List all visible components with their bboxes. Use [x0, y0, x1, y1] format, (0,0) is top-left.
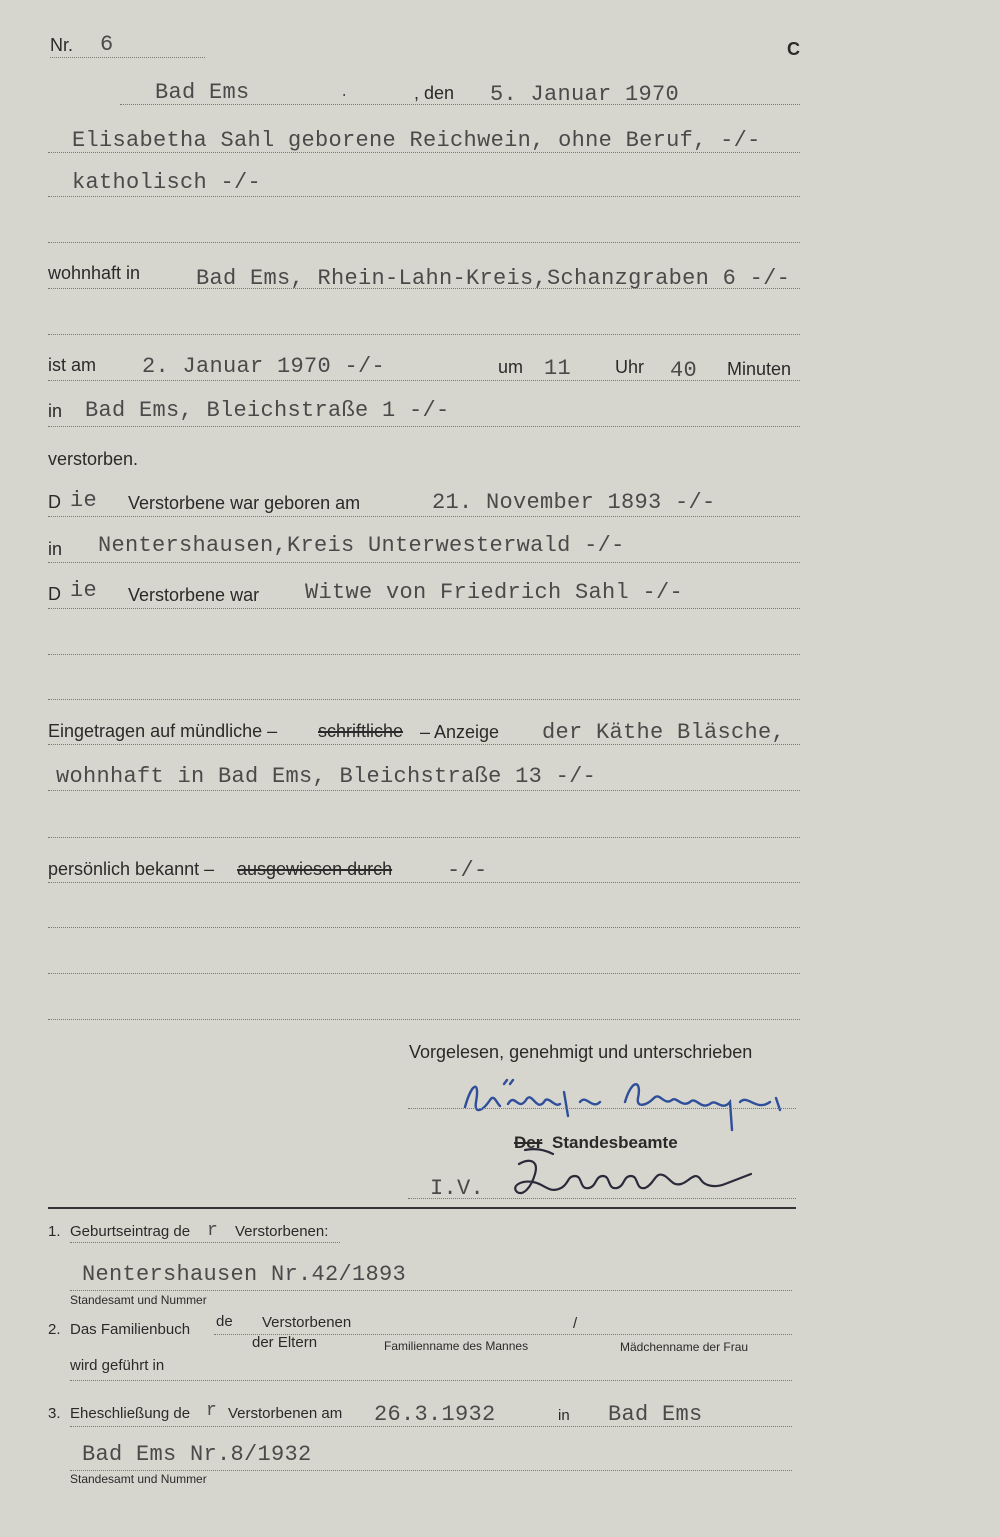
note3-r: r — [206, 1401, 218, 1421]
deceased-line-2-rule — [48, 196, 800, 197]
informant-address: wohnhaft in Bad Ems, Bleichstraße 13 -/- — [56, 764, 597, 789]
note1-label: Geburtseintrag de — [70, 1223, 191, 1240]
deceased-line-1-rule — [48, 152, 800, 153]
report-label-a: Eingetragen auf mündliche – — [48, 721, 278, 741]
note2-familienname: Familienname des Mannes — [384, 1339, 529, 1353]
note2-slash: / — [573, 1315, 578, 1332]
deceased-line-1: Elisabetha Sahl geborene Reichwein, ohne Beruf, -/- — [72, 128, 761, 153]
status-label: Verstorbene war — [128, 585, 260, 605]
empty-rule — [48, 1019, 800, 1020]
informant-signature-rule — [408, 1108, 796, 1109]
birth-place: Nentershausen,Kreis Unterwesterwald -/- — [98, 533, 625, 558]
note2-num: 2. — [48, 1321, 61, 1338]
status-die-ie: ie — [70, 578, 98, 603]
note2-de: de — [216, 1313, 233, 1330]
note3-in: in — [558, 1407, 570, 1424]
known-value: -/- — [447, 858, 488, 883]
residence-label: wohnhaft in — [48, 263, 141, 283]
informant-rule — [48, 744, 800, 745]
empty-rule — [48, 242, 800, 243]
report-label-b: – Anzeige — [420, 722, 500, 742]
read-approved-label: Vorgelesen, genehmigt und unterschrieben — [409, 1042, 753, 1062]
status-value: Witwe von Friedrich Sahl -/- — [305, 580, 684, 605]
known-rule — [48, 882, 800, 883]
note2-label: Das Familienbuch — [70, 1321, 191, 1338]
note3-rule — [70, 1426, 792, 1427]
note3-value-rule — [70, 1470, 792, 1471]
uhr-label: Uhr — [615, 357, 645, 377]
residence-value: Bad Ems, Rhein-Lahn-Kreis,Schanzgraben 6 -/- — [196, 266, 791, 291]
known-struck: ausgewiesen durch — [237, 859, 393, 879]
status-rule — [48, 608, 800, 609]
note2-verstorbenen: Verstorbenen — [262, 1314, 352, 1331]
death-date-rule — [48, 380, 800, 381]
verstorben-label: verstorben. — [48, 449, 139, 469]
empty-rule — [48, 973, 800, 974]
empty-rule — [48, 654, 800, 655]
minuten-label: Minuten — [727, 359, 792, 379]
den-label: , den — [414, 83, 455, 103]
birth-date-rule — [48, 516, 800, 517]
birth-place-label: in — [48, 539, 63, 559]
death-date-label: ist am — [48, 355, 97, 375]
note2-maedchenname: Mädchenname der Frau — [620, 1340, 749, 1354]
iv-label: I.V. — [430, 1176, 485, 1201]
note1-value: Nentershausen Nr.42/1893 — [82, 1262, 407, 1287]
registrar-signature-rule — [408, 1198, 796, 1199]
note2-rule — [214, 1334, 792, 1335]
nr-value: 6 — [100, 32, 114, 57]
empty-rule — [48, 334, 800, 335]
note3-label-a: Eheschließung de — [70, 1405, 191, 1422]
record-date: 5. Januar 1970 — [490, 82, 680, 107]
birth-date: 21. November 1893 -/- — [432, 490, 716, 515]
registrar-der: Der — [514, 1133, 543, 1152]
death-minutes: 40 — [670, 358, 698, 383]
note3-date: 26.3.1932 — [374, 1402, 496, 1427]
empty-rule — [48, 927, 800, 928]
note3-caption: Standesamt und Nummer — [70, 1472, 207, 1486]
section-divider — [48, 1207, 796, 1209]
note3-num: 3. — [48, 1405, 61, 1422]
place-dot: . — [340, 85, 349, 101]
note2-gefuehrt-rule — [70, 1380, 792, 1381]
known-label: persönlich bekannt – — [48, 859, 215, 879]
place-date-line — [120, 104, 800, 105]
registrar-signature — [505, 1140, 765, 1210]
birth-die-ie: ie — [70, 488, 98, 513]
note1-label-rule — [70, 1242, 340, 1243]
note1-r: r — [207, 1221, 219, 1241]
registrar-label: Standesbeamte — [552, 1133, 678, 1152]
note1-label-b: Verstorbenen: — [235, 1223, 329, 1240]
empty-rule — [48, 699, 800, 700]
note3-place: Bad Ems — [608, 1402, 703, 1427]
status-die-d: D — [48, 584, 61, 604]
informant-address-rule — [48, 790, 800, 791]
birth-die-d: D — [48, 492, 61, 512]
report-struck: schriftliche — [318, 721, 404, 741]
informant-signature — [460, 1072, 800, 1132]
death-place-rule — [48, 426, 800, 427]
residence-rule — [48, 288, 800, 289]
birth-place-rule — [48, 562, 800, 563]
note1-value-rule — [70, 1290, 792, 1291]
nr-label: Nr. — [50, 35, 74, 55]
note2-gefuehrt: wird geführt in — [70, 1357, 165, 1374]
note2-eltern: der Eltern — [252, 1334, 318, 1351]
birth-label: Verstorbene war geboren am — [128, 493, 361, 513]
note1-caption: Standesamt und Nummer — [70, 1293, 207, 1307]
nr-line — [50, 57, 205, 58]
death-hour: 11 — [544, 356, 572, 381]
informant: der Käthe Bläsche, — [542, 720, 786, 745]
empty-rule — [48, 837, 800, 838]
death-place: Bad Ems, Bleichstraße 1 -/- — [85, 398, 450, 423]
note3-label-b: Verstorbenen am — [228, 1405, 343, 1422]
um-label: um — [498, 357, 524, 377]
deceased-line-2: katholisch -/- — [72, 170, 262, 195]
death-place-label: in — [48, 401, 63, 421]
note3-value: Bad Ems Nr.8/1932 — [82, 1442, 312, 1467]
death-date: 2. Januar 1970 -/- — [142, 354, 386, 379]
corner-letter: C — [787, 39, 800, 59]
note1-num: 1. — [48, 1223, 61, 1240]
place-value: Bad Ems — [155, 80, 250, 105]
